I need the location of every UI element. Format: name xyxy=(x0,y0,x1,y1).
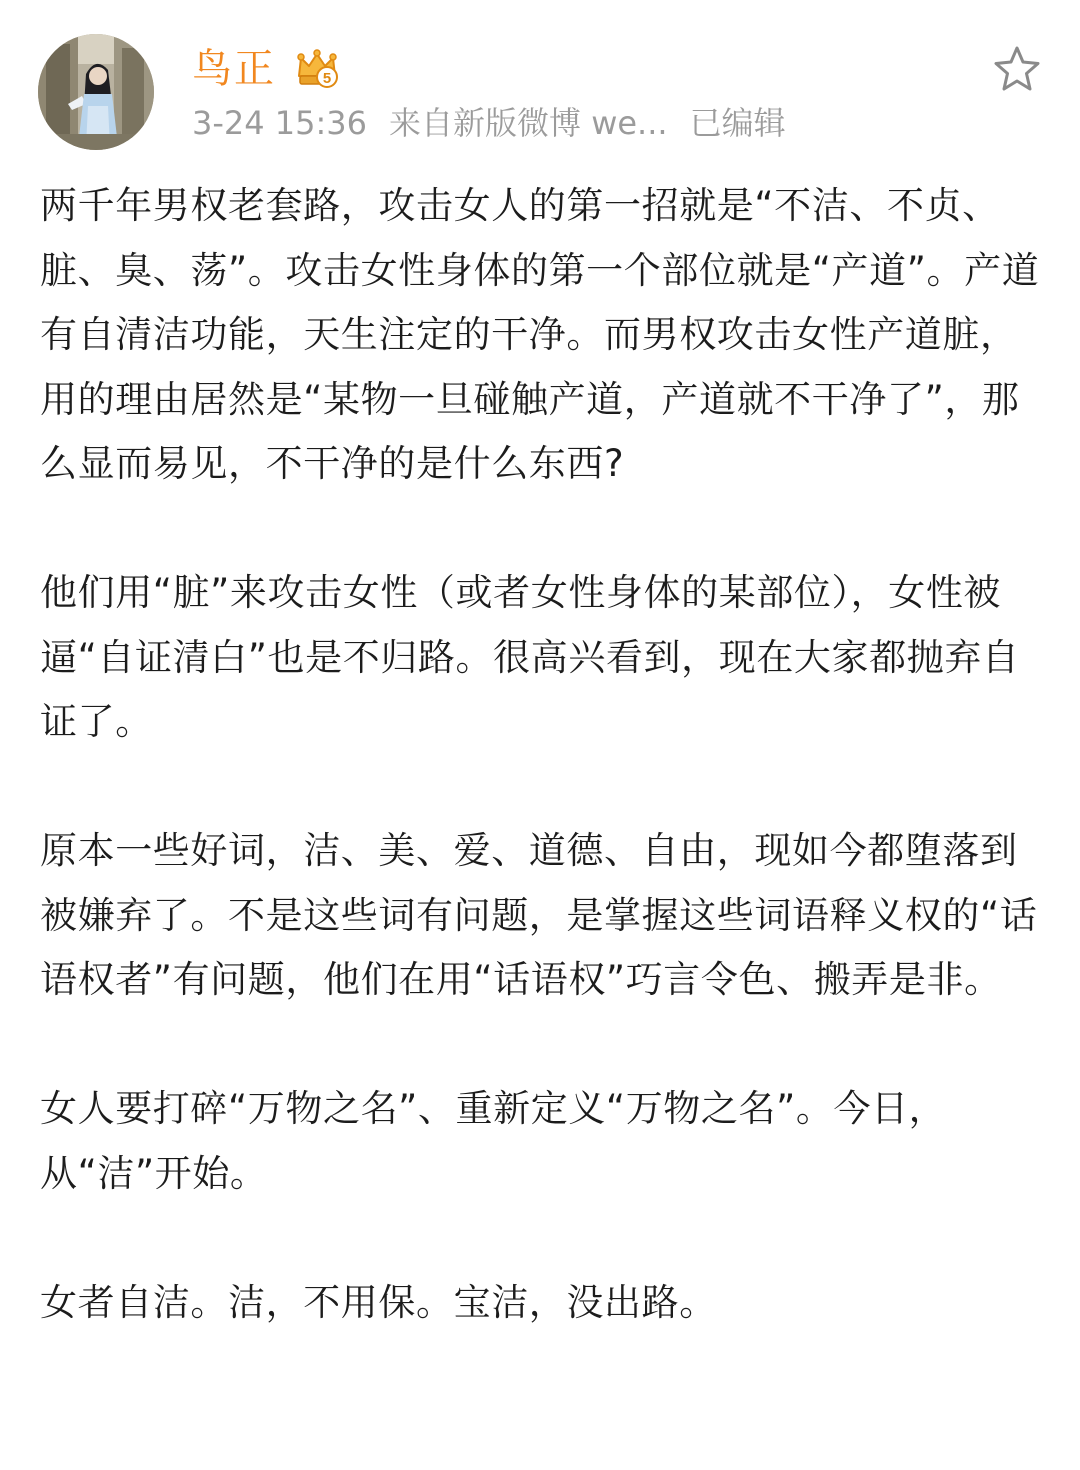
author-row xyxy=(192,40,340,98)
post-paragraph-4: 女人要打碎“万物之名”、重新定义“万物之名”。今日，从“洁”开始。 xyxy=(40,1087,947,1195)
vip-level: 5 xyxy=(322,70,332,87)
edited-label[interactable]: 已编辑 xyxy=(689,104,786,142)
avatar-photo xyxy=(38,34,154,150)
author-name[interactable]: 鸟正 xyxy=(192,46,276,92)
avatar[interactable] xyxy=(38,34,154,150)
post-paragraph-3: 原本一些好词，洁、美、爱、道德、自由，现如今都堕落到被嫌弃了。不是这些词有问题，是掌握这些词语释义权的“话语权者”有问题，他们在用“话语权”巧言令色、搬弄是非。 xyxy=(40,829,1038,1001)
post-paragraph-2: 他们用“脏”来攻击女性（或者女性身体的某部位），女性被逼“自证清白”也是不归路。很高兴看到，现在大家都抛弃自证了。 xyxy=(40,571,1020,743)
vip-crown-icon[interactable] xyxy=(294,46,340,92)
post-paragraph-5: 女者自洁。洁，不用保。宝洁，没出路。 xyxy=(40,1280,717,1324)
post-paragraph-1: 两千年男权老套路，攻击女人的第一招就是“不洁、不贞、脏、臭、荡”。攻击女性身体的第一个部位就是“产道”。产道有自清洁功能，天生注定的干净。而男权攻击女性产道脏，用的理由居然是“某物一旦碰触产道，产道就不干净了”，那么显而易见，不干净的是什么东西? xyxy=(40,184,1040,485)
post-meta xyxy=(192,100,786,146)
post-header xyxy=(0,0,1080,160)
star-outline-icon xyxy=(992,44,1042,94)
post-time: 3-24 15:36 xyxy=(192,104,368,142)
favorite-button[interactable] xyxy=(988,40,1046,98)
post-source[interactable]: 来自新版微博 we... xyxy=(389,104,668,142)
post-content xyxy=(40,174,1040,1335)
